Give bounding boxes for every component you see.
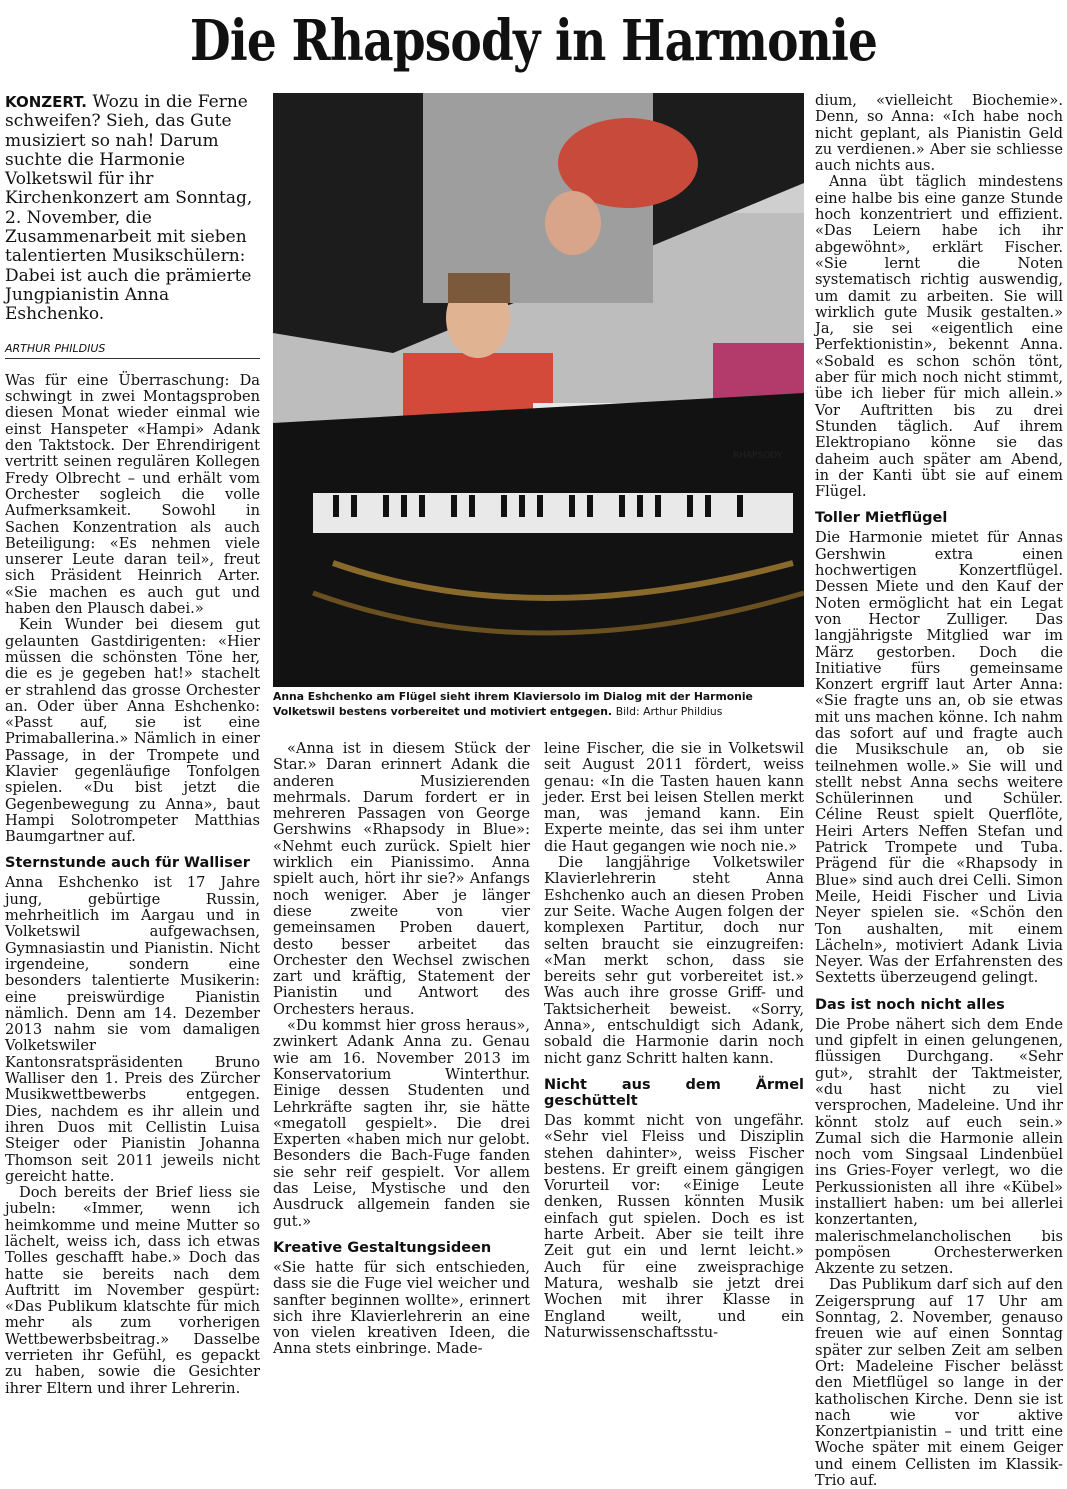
- lead-paragraph: [5, 93, 260, 325]
- paragraph: dium, «vielleicht Biochemie». Denn, so Anna: «Ich habe noch nicht geplant, als Pianistin Geld zu verdienen.» Aber sie schliesse auch nichts aus.: [815, 92, 1063, 175]
- photo-caption: [273, 690, 804, 719]
- lead-keyword: KONZERT.: [5, 93, 87, 111]
- paragraph: Die langjährige Volketswiler Klavierlehrerin steht Anna Eshchenko auch an diesen Proben zur Seite. Wache Augen folgen der komplexen Partitur, doch nur selten braucht sie einzugreifen: «Man merkt schon, dass sie bereits sehr gut vorbereitet ist.» Was auch ihre grosse Griff- und Taktsicherheit beweist. «Sorry, Anna», entschuldigt sich Adank, sobald die Harmonie darin noch nicht ganz Schritt halten kann.: [544, 854, 804, 1067]
- column-3: [544, 741, 804, 1341]
- paragraph: Doch bereits der Brief liess sie jubeln: «Immer, wenn ich heimkomme und meine Mutter so lächelt, weiss ich, dass ich etwas Tolles geschafft habe.» Doch das hatte sie bereits nach dem Auftritt im November gespürt: «Das Publikum klatschte für mich mehr als zum vorherigen Wettbewerbsbeitrag.» Dasselbe verrieten ihr Gefühl, es gepackt zu haben, sowie die Gesichter ihrer Eltern und ihrer Lehrerin.: [5, 1184, 260, 1397]
- subheading: Sternstunde auch für Walliser: [5, 855, 250, 872]
- paragraph: Die Harmonie mietet für Annas Gershwin extra einen hochwertigen Konzertflügel. Dessen Miete und den Kauf der Noten ermöglicht hat ein Legat von Hector Zulliger. Das langjährigste Mitglied war im März gestorben. Doch die Initiative fürs gemeinsame Konzert ergriff laut Arter Anna: «Sie fragte uns an, ob sie etwas mit uns machen könne. Ich nahm das sofort auf und fragte auch die Musikschule an, ob sie teilnehmen wolle.» Sie will und stellt nebst Anna sechs weitere Schülerinnen und Schüler. Céline Reust spielt Querflöte, Heiri Arters Neffen Stefan und Patrick Trompete und Tuba. Prägend für die «Rhapsody in Blue» sind auch drei Celli. Simon Meile, Heidi Fischer und Livia Neyer spielen sie. «Schön den Ton aushalten, mit einem Lächeln», motiviert Adank Livia Neyer. Was der Erfahrensten des Sextetts überzeugend gelingt.: [815, 529, 1063, 987]
- column-2: [273, 741, 530, 1358]
- paragraph: leine Fischer, die sie in Volketswil seit August 2011 fördert, weiss genau: «In die Tasten hauen kann jeder. Erst bei leisen Stellen merkt man, was jemand kann. Ein Experte meinte, das sei ihm unter die Haut gegangen wie noch nie.»: [544, 740, 804, 855]
- paragraph: Das Publikum darf sich auf den Zeigersprung auf 17 Uhr am Sonntag, 2. November, genauso freuen wie auf einen Sonntag später zur selben Zeit am selben Ort: Madeleine Fischer belässt den Mietflügel so lange in der katholischen Kirche. Denn sie ist nach wie vor aktive Konzertpianistin – und tritt eine Woche später mit einem Geiger und einem Cellisten im Klassik-Trio auf.: [815, 1276, 1063, 1489]
- paragraph: Kein Wunder bei diesem gut gelaunten Gastdirigenten: «Hier müssen die schönsten Töne her, die es je gegeben hat!» stachelt er strahlend das grosse Orchester an. Oder über Anna Eshchenko: «Passt auf, sie ist eine Primaballerina.» Nämlich in einer Passage, in der Trompete und Klavier gegenläufige Tonfolgen spielen. «Du bist jetzt die Gegenbewegung zu Anna», baut Hampi Solotrompeter Matthias Baumgartner auf.: [5, 616, 260, 846]
- subheading: Nicht aus dem Ärmel geschüttelt: [544, 1076, 804, 1109]
- subheading: Toller Mietflügel: [815, 510, 948, 527]
- lead-text: Wozu in die Ferne schweifen? Sieh, das Gute musiziert so nah! Darum suchte die Harmonie Volketswil für ihr Kirchenkonzert am Sonntag, 2. November, die Zusammenarbeit mit sieben talentierten Musikschülern: Dabei ist auch die prämierte Jungpianistin Anna Eshchenko.: [5, 92, 253, 325]
- column-1: [5, 93, 260, 1397]
- music-sheet-label: RHAPSODY: [733, 451, 783, 461]
- piano-photo-illustration: [273, 93, 804, 687]
- photo-credit: Bild: Arthur Phildius: [615, 704, 723, 718]
- column-4: [815, 93, 1063, 1489]
- headline: Die Rhapsody in Harmonie: [189, 8, 878, 74]
- paragraph: Was für eine Überraschung: Da schwingt in zwei Montagsproben diesen Monat wieder einmal wie einst Hanspeter «Hampi» Adank den Taktstock. Der Ehrendirigent vertritt seinen regulären Kollegen Fredy Olbrecht – und erhält vom Orchester sogleich die volle Aufmerksamkeit. Sowohl in Sachen Konzentration als auch Beteiligung: «Es nehmen viele unserer Leute daran teil», freut sich Präsident Heinrich Arter. «Sie machen es auch gut und haben den Plausch dabei.»: [5, 371, 260, 618]
- paragraph: Anna Eshchenko ist 17 Jahre jung, gebürtige Russin, mehrheitlich im Aargau und in Volketswil aufgewachsen, Gymnasiastin und Pianistin. Nicht irgendeine, sondern eine besonders talentierte Musikerin: eine preiswürdige Pianistin nämlich. Denn am 14. Dezember 2013 nahm sie vom damaligen Volketswiler Kantonsratspräsidenten Bruno Walliser den 1. Preis des Zürcher Musikwettbewerbs entgegen. Dies, nachdem es ihr allein und ihren Duos mit Cellistin Luisa Steiger oder Pianistin Johanna Thomson seit 2011 jeweils nicht gereicht hatte.: [5, 874, 260, 1185]
- paragraph: «Du kommst hier gross heraus», zwinkert Adank Anna zu. Genau wie am 16. November 2013 im Konservatorium Winterthur. Einige dessen Studenten und Lehrkräfte sagten ihr, sie hätte «megatoll gespielt». Die drei Experten «haben mich nur gelobt. Besonders die Bach-Fuge fanden sie sehr reif gespielt. Vor allem das Leise, Mystische und den Ausdruck allgemein fanden sie gut.»: [273, 1017, 530, 1230]
- subheading: Kreative Gestaltungsideen: [273, 1239, 492, 1256]
- paragraph: «Anna ist in diesem Stück der Star.» Daran erinnert Adank die anderen Musizierenden mehrmals. Darum fordert er in mehreren Passagen von George Gershwins «Rhapsody in Blue»: «Nehmt euch zurück. Spielt hier wirklich ein Pianissimo. Anna spielt auch, hört ihr sie?» Anfangs noch weniger. Aber je länger diese zweite von vier gemeinsamen Proben dauert, desto besser arbeitet das Orchester den Wechsel zwischen zart und kräftig, Statement der Pianistin und Antwort des Orchesters heraus.: [273, 740, 530, 1018]
- subheading: Das ist noch nicht alles: [815, 996, 1005, 1013]
- paragraph: Die Probe nähert sich dem Ende und gipfelt in einen gelungenen, flüssigen Durchgang. «Sehr gut», strahlt der Taktmeister, «du hast nicht zu viel versprochen, Madeleine. Und ihr könnt stolz auf euch sein.» Zumal sich die Harmonie allein noch vom Singsaal Lindenbüel ins Gries-Foyer verlegt, wo die Perkussionisten all ihre «Kübel» installiert haben: um bei allerlei konzertanten, malerischmelancholischen bis pompösen Orchesterwerken Akzente zu setzen.: [815, 1015, 1063, 1278]
- byline: ARTHUR PHILDIUS: [5, 341, 260, 359]
- caption-text: Anna Eshchenko am Flügel sieht ihrem Klaviersolo im Dialog mit der Harmonie Volketswil bestens vorbereitet und motiviert entgegen.: [273, 690, 753, 718]
- article-photo: [273, 93, 804, 687]
- paragraph: Das kommt nicht von ungefähr. «Sehr viel Fleiss und Disziplin stehen dahinter», weiss Fischer bestens. Er greift einem gängigen Vorurteil vor: «Einige Leute denken, Russen könnten Musik einfach gut spielen. Doch es ist harte Arbeit. Aber sie teilt ihre Zeit gut ein und lernt leicht.» Auch für eine zweisprachige Matura, weshalb sie jetzt drei Wochen mit ihrer Klasse in England weilt, und ein Naturwissenschaftsstu-: [544, 1111, 804, 1341]
- paragraph: «Sie hatte für sich entschieden, dass sie die Fuge viel weicher und sanfter beginnen wollte», erinnert sich ihre Klavierlehrerin an eine von vielen kreativen Ideen, die Anna stets einbringe. Made-: [273, 1258, 530, 1358]
- paragraph: Anna übt täglich mindestens eine halbe bis eine ganze Stunde hoch konzentriert und effizient. «Das Leiern habe ich ihr abgewöhnt», erklärt Fischer. «Sie lernt die Noten systematisch richtig auswendig, um damit zu arbeiten. Sie will wirklich gute Musik gestalten.» Ja, sie sei «eigentlich eine Perfektionistin», bekennt Anna. «Sobald es schon schön tönt, aber für mich noch nicht stimmt, übe ich lieber für mich allein.» Vor Auftritten bis zu drei Stunden täglich. Auf ihrem Elektropiano könne sie das daheim auch später am Abend, in der Kanti übt sie auf einem Flügel.: [815, 173, 1063, 501]
